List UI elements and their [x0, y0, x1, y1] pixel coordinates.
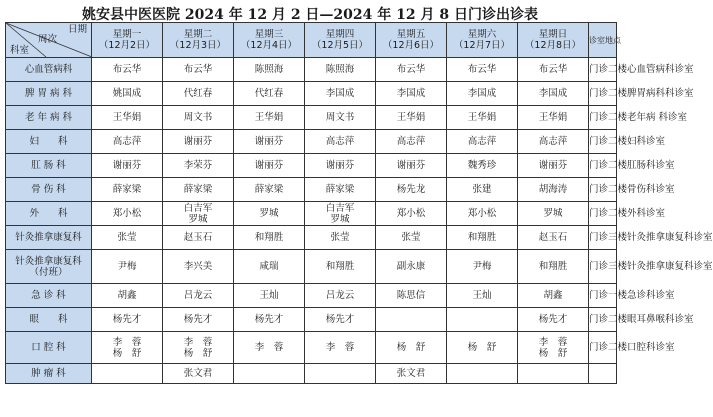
- doctor-name: 高志萍: [538, 136, 568, 147]
- department-cell: [6, 106, 92, 130]
- table-row: [6, 154, 617, 178]
- location-cell: 门诊二楼心血管病科诊室: [589, 58, 617, 82]
- doctor-name: 罗城: [543, 208, 563, 219]
- location-cell: 门诊二楼脾胃病科科诊室: [589, 82, 617, 106]
- doctor-name: 郑小松: [112, 208, 142, 219]
- department-cell: [6, 250, 92, 284]
- doctor-cell: [518, 226, 589, 250]
- doctor-cell: [518, 284, 589, 308]
- doctor-cell: [518, 250, 589, 284]
- table-row: [6, 284, 617, 308]
- department-label: 妇 科: [29, 136, 68, 147]
- doctor-cell: [376, 154, 447, 178]
- doctor-name: 李兴美: [183, 261, 213, 272]
- table-row: [6, 202, 617, 226]
- doctor-name: 布云华: [396, 64, 426, 75]
- department-label: 急 诊 科: [31, 290, 66, 301]
- doctor-name: 郑小松: [467, 208, 497, 219]
- doctor-name: 张莹: [330, 232, 350, 243]
- doctor-name: 薛家梁: [325, 184, 355, 195]
- doctor-cell: [518, 332, 589, 364]
- table-row: [6, 332, 617, 364]
- doctor-cell: [234, 130, 305, 154]
- department-cell: [6, 178, 92, 202]
- doctor-name: 李 蓉: [183, 336, 213, 348]
- doctor-cell: [163, 250, 234, 284]
- doctor-cell: [92, 364, 163, 384]
- doctor-name: 王华娟: [538, 112, 568, 123]
- doctor-name: 高志萍: [325, 136, 355, 147]
- doctor-name: 尹梅: [472, 261, 492, 272]
- doctor-name: 和翔胜: [254, 232, 284, 243]
- doctor-cell: [447, 364, 518, 384]
- doctor-name: 李 蓉: [112, 336, 142, 348]
- doctor-cell: [518, 364, 589, 384]
- doctor-name: 张文君: [183, 368, 213, 379]
- location-cell: 门诊二楼眼耳鼻喉科诊室: [589, 308, 617, 332]
- department-cell: [6, 202, 92, 226]
- doctor-name: 尹梅: [117, 261, 137, 272]
- corner-dept-label: 科室: [10, 45, 30, 56]
- doctor-name: 赵玉石: [183, 232, 213, 243]
- department-cell: [6, 332, 92, 364]
- doctor-cell: [518, 178, 589, 202]
- doctor-cell: [447, 82, 518, 106]
- doctor-name: 李 蓉: [538, 336, 568, 348]
- department-label: 心血管病科: [24, 64, 73, 75]
- doctor-cell: [376, 106, 447, 130]
- doctor-cell: [305, 364, 376, 384]
- doctor-name: 罗城: [259, 208, 279, 219]
- day-header: 星期一 （12月2日）: [92, 23, 163, 58]
- table-row: [6, 58, 617, 82]
- doctor-name: 罗城: [330, 213, 350, 225]
- location-header: 诊室地点: [589, 23, 617, 58]
- doctor-name: 布云华: [538, 64, 568, 75]
- doctor-cell: [234, 284, 305, 308]
- doctor-cell: [447, 106, 518, 130]
- doctor-cell: [376, 130, 447, 154]
- doctor-cell: [92, 250, 163, 284]
- doctor-name: 布云华: [467, 64, 497, 75]
- doctor-cell: [163, 202, 234, 226]
- doctor-cell: [163, 154, 234, 178]
- doctor-cell: [234, 226, 305, 250]
- doctor-cell: [234, 106, 305, 130]
- doctor-cell: [163, 130, 234, 154]
- doctor-cell: [447, 178, 518, 202]
- table-row: [6, 250, 617, 284]
- doctor-name: 姚国成: [112, 88, 142, 99]
- day-header: 星期日 （12月8日）: [518, 23, 589, 58]
- doctor-name: 白吉军: [183, 202, 213, 214]
- department-label: 骨 伤 科: [31, 184, 66, 195]
- corner-header: [6, 23, 92, 58]
- doctor-name: 周文书: [183, 112, 213, 123]
- doctor-cell: [376, 178, 447, 202]
- department-label: 外 科: [29, 208, 68, 219]
- doctor-cell: [163, 82, 234, 106]
- doctor-name: 赵玉石: [538, 232, 568, 243]
- doctor-cell: [234, 202, 305, 226]
- doctor-name: 高志萍: [112, 136, 142, 147]
- doctor-cell: [305, 284, 376, 308]
- doctor-cell: [518, 130, 589, 154]
- doctor-cell: [234, 58, 305, 82]
- doctor-cell: [376, 250, 447, 284]
- doctor-name: 李国成: [467, 88, 497, 99]
- location-cell: 门诊二楼老年病 科诊室: [589, 106, 617, 130]
- doctor-cell: [234, 364, 305, 384]
- department-label: （付班）: [29, 266, 68, 278]
- doctor-name: 杨 舒: [396, 342, 426, 353]
- doctor-name: 王华娟: [396, 112, 426, 123]
- doctor-cell: [518, 58, 589, 82]
- department-cell: [6, 284, 92, 308]
- department-label: 脾 胃 病 科: [24, 88, 73, 99]
- doctor-cell: [234, 82, 305, 106]
- doctor-name: 谢丽芬: [254, 136, 284, 147]
- doctor-name: 罗城: [188, 213, 208, 225]
- doctor-cell: [376, 58, 447, 82]
- doctor-cell: [163, 178, 234, 202]
- doctor-name: 薛家梁: [183, 184, 213, 195]
- doctor-name: 杨先才: [112, 314, 142, 325]
- doctor-cell: [92, 82, 163, 106]
- doctor-name: 谢丽芬: [538, 160, 568, 171]
- location-cell: 门诊三楼针灸推拿康复科诊室: [589, 250, 617, 284]
- doctor-cell: [305, 82, 376, 106]
- doctor-name: 杨 舒: [112, 347, 142, 359]
- doctor-cell: [447, 202, 518, 226]
- doctor-name: 王华娟: [112, 112, 142, 123]
- doctor-cell: [163, 58, 234, 82]
- doctor-name: 代红春: [254, 88, 284, 99]
- doctor-name: 杨先才: [538, 314, 568, 325]
- doctor-cell: [447, 226, 518, 250]
- doctor-name: 杨先龙: [396, 184, 426, 195]
- location-cell: 门诊二楼外科诊室: [589, 202, 617, 226]
- day-header: 星期六 （12月7日）: [447, 23, 518, 58]
- doctor-cell: [447, 308, 518, 332]
- doctor-cell: [163, 226, 234, 250]
- location-cell: 门诊二楼口腔科诊室: [589, 332, 617, 364]
- day-header: 星期五 （12月6日）: [376, 23, 447, 58]
- doctor-cell: [518, 154, 589, 178]
- department-label: 针灸推拿康复科: [15, 255, 82, 267]
- doctor-cell: [376, 284, 447, 308]
- doctor-name: 咸瑞: [259, 261, 279, 272]
- header-row: [6, 23, 617, 58]
- doctor-name: 王华娟: [254, 112, 284, 123]
- location-cell: [589, 364, 617, 384]
- doctor-name: 杨 舒: [538, 347, 568, 359]
- table-row: [6, 226, 617, 250]
- department-cell: [6, 308, 92, 332]
- doctor-name: 胡鑫: [117, 290, 137, 301]
- doctor-name: 周文书: [325, 112, 355, 123]
- department-label: 口 腔 科: [31, 342, 66, 353]
- table-row: [6, 178, 617, 202]
- doctor-name: 王灿: [472, 290, 492, 301]
- corner-date-label: 日期: [67, 24, 87, 35]
- table-row: [6, 308, 617, 332]
- doctor-cell: [234, 332, 305, 364]
- doctor-name: 魏秀珍: [467, 160, 497, 171]
- department-label: 眼 科: [29, 314, 68, 325]
- location-cell: 门诊二楼妇科诊室: [589, 130, 617, 154]
- department-cell: [6, 364, 92, 384]
- doctor-name: 张建: [472, 184, 492, 195]
- doctor-cell: [447, 284, 518, 308]
- day-header: 星期二 （12月3日）: [163, 23, 234, 58]
- doctor-name: 薛家梁: [112, 184, 142, 195]
- doctor-cell: [518, 106, 589, 130]
- doctor-cell: [376, 364, 447, 384]
- doctor-cell: [163, 364, 234, 384]
- doctor-cell: [376, 82, 447, 106]
- department-cell: [6, 154, 92, 178]
- doctor-cell: [92, 58, 163, 82]
- department-cell: [6, 58, 92, 82]
- doctor-cell: [92, 284, 163, 308]
- doctor-name: 谢丽芬: [325, 160, 355, 171]
- doctor-name: 代红春: [183, 88, 213, 99]
- doctor-cell: [305, 202, 376, 226]
- doctor-cell: [92, 106, 163, 130]
- doctor-cell: [305, 332, 376, 364]
- department-cell: [6, 82, 92, 106]
- doctor-cell: [163, 106, 234, 130]
- doctor-cell: [234, 154, 305, 178]
- doctor-cell: [305, 58, 376, 82]
- doctor-cell: [376, 308, 447, 332]
- location-cell: 门诊二楼骨伤科诊室: [589, 178, 617, 202]
- doctor-name: 李国成: [396, 88, 426, 99]
- doctor-name: 白吉军: [325, 202, 355, 214]
- doctor-cell: [447, 154, 518, 178]
- department-label: 肛 肠 科: [31, 160, 66, 171]
- schedule-body: [6, 58, 713, 384]
- doctor-cell: [163, 284, 234, 308]
- doctor-cell: [92, 308, 163, 332]
- department-cell: [6, 226, 92, 250]
- doctor-cell: [305, 130, 376, 154]
- doctor-name: 李荣芬: [183, 160, 213, 171]
- department-label: 针灸推拿康复科: [15, 232, 82, 243]
- doctor-cell: [92, 226, 163, 250]
- department-cell: [6, 130, 92, 154]
- table-row: [6, 130, 617, 154]
- department-label: 肿 瘤 科: [31, 368, 66, 379]
- doctor-name: 高志萍: [467, 136, 497, 147]
- doctor-name: 杨 舒: [183, 347, 213, 359]
- doctor-cell: [234, 178, 305, 202]
- doctor-name: 高志萍: [396, 136, 426, 147]
- doctor-cell: [234, 250, 305, 284]
- doctor-name: 陈照海: [254, 64, 284, 75]
- doctor-name: 胡鑫: [543, 290, 563, 301]
- doctor-name: 吕龙云: [183, 290, 213, 301]
- location-cell: 门诊二楼肛肠科诊室: [589, 154, 617, 178]
- doctor-cell: [163, 308, 234, 332]
- doctor-cell: [447, 332, 518, 364]
- doctor-cell: [305, 308, 376, 332]
- doctor-name: 谢丽芬: [183, 136, 213, 147]
- doctor-cell: [92, 130, 163, 154]
- doctor-cell: [163, 332, 234, 364]
- location-cell: 门诊三楼针灸推拿康复科诊室: [589, 226, 617, 250]
- schedule-table: [5, 22, 713, 384]
- doctor-name: 和翔胜: [538, 261, 568, 272]
- doctor-name: 李 蓉: [254, 342, 284, 353]
- doctor-cell: [447, 250, 518, 284]
- doctor-cell: [305, 250, 376, 284]
- corner-week-label: 周次: [38, 34, 58, 45]
- doctor-name: 胡海涛: [538, 184, 568, 195]
- doctor-cell: [518, 308, 589, 332]
- doctor-cell: [92, 178, 163, 202]
- doctor-name: 和翔胜: [467, 232, 497, 243]
- page-title: 姚安县中医医院 2024 年 12 月 2 日—2024 年 12 月 8 日门诊出诊表: [82, 7, 538, 23]
- doctor-name: 杨先才: [325, 314, 355, 325]
- doctor-name: 张莹: [401, 232, 421, 243]
- doctor-name: 杨先才: [183, 314, 213, 325]
- doctor-name: 王灿: [259, 290, 279, 301]
- doctor-name: 布云华: [112, 64, 142, 75]
- doctor-name: 陈照海: [325, 64, 355, 75]
- day-header: 星期四 （12月5日）: [305, 23, 376, 58]
- doctor-name: 王华娟: [467, 112, 497, 123]
- doctor-name: 郑小松: [396, 208, 426, 219]
- location-cell: 门诊一楼急诊科诊室: [589, 284, 617, 308]
- doctor-cell: [305, 226, 376, 250]
- doctor-cell: [305, 154, 376, 178]
- doctor-name: 张文君: [396, 368, 426, 379]
- doctor-name: 谢丽芬: [396, 160, 426, 171]
- table-row: [6, 82, 617, 106]
- doctor-name: 谢丽芬: [254, 160, 284, 171]
- doctor-cell: [376, 202, 447, 226]
- doctor-cell: [447, 58, 518, 82]
- doctor-cell: [447, 130, 518, 154]
- doctor-cell: [305, 178, 376, 202]
- doctor-cell: [518, 82, 589, 106]
- doctor-name: 和翔胜: [325, 261, 355, 272]
- doctor-name: 薛家梁: [254, 184, 284, 195]
- doctor-cell: [376, 332, 447, 364]
- doctor-cell: [305, 106, 376, 130]
- doctor-name: 谢丽芬: [112, 160, 142, 171]
- table-row: [6, 106, 617, 130]
- doctor-name: 李 蓉: [325, 342, 355, 353]
- doctor-cell: [234, 308, 305, 332]
- doctor-cell: [92, 154, 163, 178]
- doctor-name: 李国成: [538, 88, 568, 99]
- doctor-cell: [518, 202, 589, 226]
- doctor-name: 杨 舒: [467, 342, 497, 353]
- doctor-name: 杨先才: [254, 314, 284, 325]
- doctor-name: 副永康: [396, 261, 426, 272]
- day-header: 星期三 （12月4日）: [234, 23, 305, 58]
- doctor-name: 张莹: [117, 232, 137, 243]
- table-row: [6, 364, 617, 384]
- doctor-name: 布云华: [183, 64, 213, 75]
- doctor-cell: [376, 226, 447, 250]
- doctor-cell: [92, 332, 163, 364]
- doctor-cell: [92, 202, 163, 226]
- doctor-name: 李国成: [325, 88, 355, 99]
- doctor-name: 陈思信: [396, 290, 426, 301]
- doctor-name: 吕龙云: [325, 290, 355, 301]
- department-label: 老 年 病 科: [24, 112, 73, 123]
